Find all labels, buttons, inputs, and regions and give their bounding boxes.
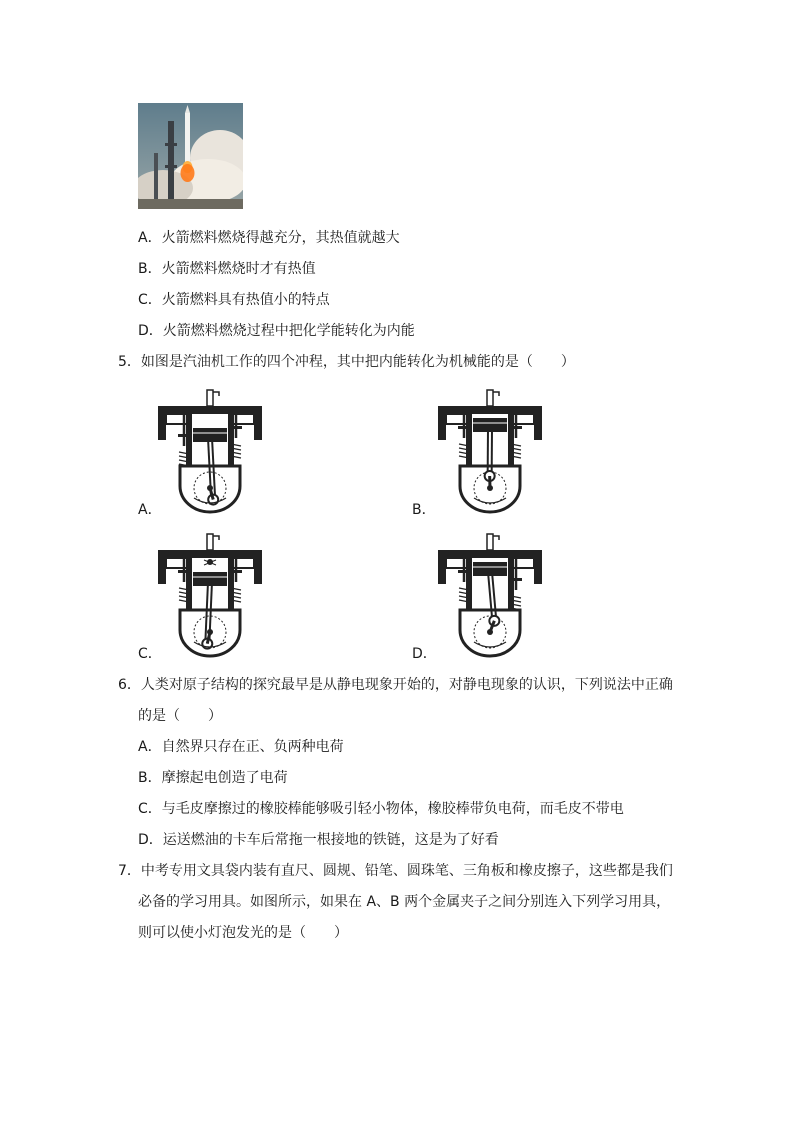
q6-stem-line-2: 的是（ ）	[138, 708, 222, 724]
q6-option-a: A．自然界只存在正、负两种电荷	[138, 739, 344, 755]
q4-option-d: D．火箭燃料燃烧过程中把化学能转化为内能	[138, 323, 415, 339]
q7-stem-line-1: 7．中考专用文具袋内装有直尺、圆规、铅笔、圆珠笔、三角板和橡皮擦子，这些都是我们	[118, 863, 673, 879]
engine-diagram-b	[430, 386, 550, 516]
engine-diagram-c	[150, 530, 270, 660]
q6-option-d: D．运送燃油的卡车后常拖一根接地的铁链，这是为了好看	[138, 832, 499, 848]
rocket-launch-photo	[138, 103, 243, 209]
q5-label-b: B．	[412, 502, 436, 518]
q4-option-c: C．火箭燃料具有热值小的特点	[138, 292, 330, 308]
q4-option-b: B．火箭燃料燃烧时才有热值	[138, 261, 316, 277]
q6-stem-line-1: 6．人类对原子结构的探究最早是从静电现象开始的，对静电现象的认识，下列说法中正确	[118, 677, 673, 693]
q5-label-c: C．	[138, 646, 162, 662]
q6-option-b: B．摩擦起电创造了电荷	[138, 770, 288, 786]
q6-option-c: C．与毛皮摩擦过的橡胶棒能够吸引轻小物体，橡胶棒带负电荷，而毛皮不带电	[138, 801, 624, 817]
engine-diagram-a	[150, 386, 270, 516]
q7-stem-line-3: 则可以使小灯泡发光的是（ ）	[138, 925, 348, 941]
engine-diagram-d	[430, 530, 550, 660]
q5-label-d: D．	[412, 646, 437, 662]
q5-stem: 5．如图是汽油机工作的四个冲程，其中把内能转化为机械能的是（ ）	[118, 354, 575, 370]
q5-label-a: A．	[138, 502, 162, 518]
q4-option-a: A．火箭燃料燃烧得越充分，其热值就越大	[138, 230, 400, 246]
q7-stem-line-2: 必备的学习用具。如图所示，如果在 A、B 两个金属夹子之间分别连入下列学习用具，	[138, 894, 671, 910]
